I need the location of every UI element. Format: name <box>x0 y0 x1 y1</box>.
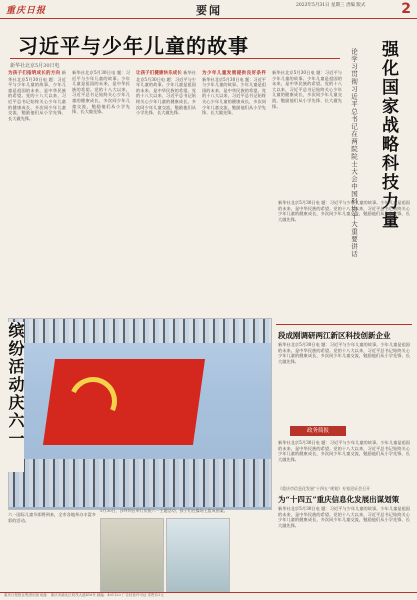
crowd-row <box>9 319 271 343</box>
subhead: 为少年儿童发展提供良好条件 <box>202 71 266 76</box>
news2-text-more <box>278 440 410 490</box>
kids-photo <box>100 518 164 592</box>
article-text: 新华社北京5月30日电 题：习近平与少年儿童的故事。少年儿童是祖国的未来，是中华民族的希望。党的十八大以来，习近平总书记始终关心少年儿童的健康成长，多次同少年儿童交流，勉励他们从小学先锋、长大做先锋。 <box>8 70 66 121</box>
news3-text <box>278 506 410 590</box>
subhead: 让孩子们健康快乐成长 <box>136 71 182 76</box>
right-subtitle: 论学习贯彻习近平总书记在两院院士大会中国科协十大重要讲话 <box>350 48 358 258</box>
article-column-1 <box>8 70 66 310</box>
article-text: 新华社北京5月30日电 题：习近平与少年儿童的故事。少年儿童是祖国的未来，是中华民族的希望。党的十八大以来，习近平总书记始终关心少年儿童的健康成长，多次同少年儿童交流，勉励他们从小学先锋、长大做先锋。 <box>136 70 196 116</box>
photo-side-text <box>8 512 96 588</box>
page-footer: 重庆日报报业集团出版 地址：重庆市渝北区同茂大道416号 邮编：401120 广告经营许可证 零售价1元 <box>0 592 417 600</box>
article-text: 新华社北京5月30日电 题：习近平与少年儿童的故事。少年儿童是祖国的未来，是中华民族的希望。党的十八大以来，习近平总书记始终关心少年儿童的健康成长，多次同少年儿童交流，勉励他们从小学先锋、长大做先锋。 <box>278 440 410 462</box>
article-text: 新华社北京5月30日电 题：习近平与少年儿童的故事。少年儿童是祖国的未来，是中华民族的希望。党的十八大以来，习近平总书记始终关心少年儿童的健康成长，多次同少年儿童交流，勉励他们从小学先锋、长大做先锋。 <box>272 70 342 109</box>
newspaper-logo: 重庆日报 <box>6 6 47 16</box>
article-column-3 <box>136 70 196 310</box>
article-text: 新华社北京5月30日电 题：习近平与少年儿童的故事。少年儿童是祖国的未来，是中华民族的希望。党的十八大以来，习近平总书记始终关心少年儿童的健康成长，多次同少年儿童交流，勉励他们从小学先锋、长大做先锋。 <box>72 70 130 115</box>
crowd-row <box>9 483 271 507</box>
photo-caption: 5月30日，沙坪坝区举行庆祝六一主题活动，孩子们在操场上组成图案。 <box>100 508 228 513</box>
article-text: 新华社北京5月30日电 题：习近平与少年儿童的故事。少年儿童是祖国的未来，是中华民族的希望。党的十八大以来，习近平总书记始终关心少年儿童的健康成长，多次同少年儿童交流，勉励他们从小学先锋、长大做先锋。 <box>278 200 410 222</box>
headline-rule <box>10 58 340 59</box>
news-tag: 政务简报 <box>290 426 346 436</box>
article-text: 新华社北京5月30日电 题：习近平与少年儿童的故事。少年儿童是祖国的未来，是中华民族的希望。党的十八大以来，习近平总书记始终关心少年儿童的健康成长，多次同少年儿童交流，勉励他们从小学先锋、长大做先锋。 <box>202 76 266 116</box>
page-number: 2 <box>401 1 411 17</box>
side-text: 六一国际儿童节即将到来，全市各地举办丰富多彩的活动。 <box>8 512 96 523</box>
news2-headline: 段成刚调研两江新区科技创新企业 <box>278 331 391 340</box>
byline: 新华社北京5月30日电 <box>10 63 60 69</box>
main-headline: 习近平与少年儿童的故事 <box>18 34 249 58</box>
news3-headline: 为“十四五”重庆信息化发展出谋划策 <box>278 495 400 504</box>
festival-photo <box>8 318 272 510</box>
subhead: 为孩子们指明成长的方向 <box>8 71 61 76</box>
article-column-2 <box>72 70 130 310</box>
article-column-4 <box>202 70 266 310</box>
kids-photo <box>166 518 230 592</box>
article-text: 新华社北京5月30日电 题：习近平与少年儿童的故事。少年儿童是祖国的未来，是中华民族的希望。党的十八大以来，习近平总书记始终关心少年儿童的健康成长，多次同少年儿童交流，勉励他们从小学先锋、长大做先锋。 <box>278 506 410 528</box>
right-headline: 强化国家战略科技力量 <box>378 40 398 230</box>
news2-rule <box>276 324 412 325</box>
right-article-text <box>278 200 410 315</box>
photo-vertical-title: 缤纷活动庆六一 <box>6 322 24 472</box>
crowd-row <box>9 459 271 483</box>
news3-lead: 《重庆市信息化发展“十四五”规划》专家论证会召开 <box>278 486 371 491</box>
news2-text <box>278 342 410 422</box>
article-text: 新华社北京5月30日电 题：习近平与少年儿童的故事。少年儿童是祖国的未来，是中华民族的希望。党的十八大以来，习近平总书记始终关心少年儿童的健康成长，多次同少年儿童交流，勉励他们从小学先锋、长大做先锋。 <box>278 342 410 364</box>
section-title: 要闻 <box>196 4 222 17</box>
party-flag <box>43 359 205 445</box>
dateline: 2023年5月31日 星期三 责编 版式 <box>296 3 366 8</box>
